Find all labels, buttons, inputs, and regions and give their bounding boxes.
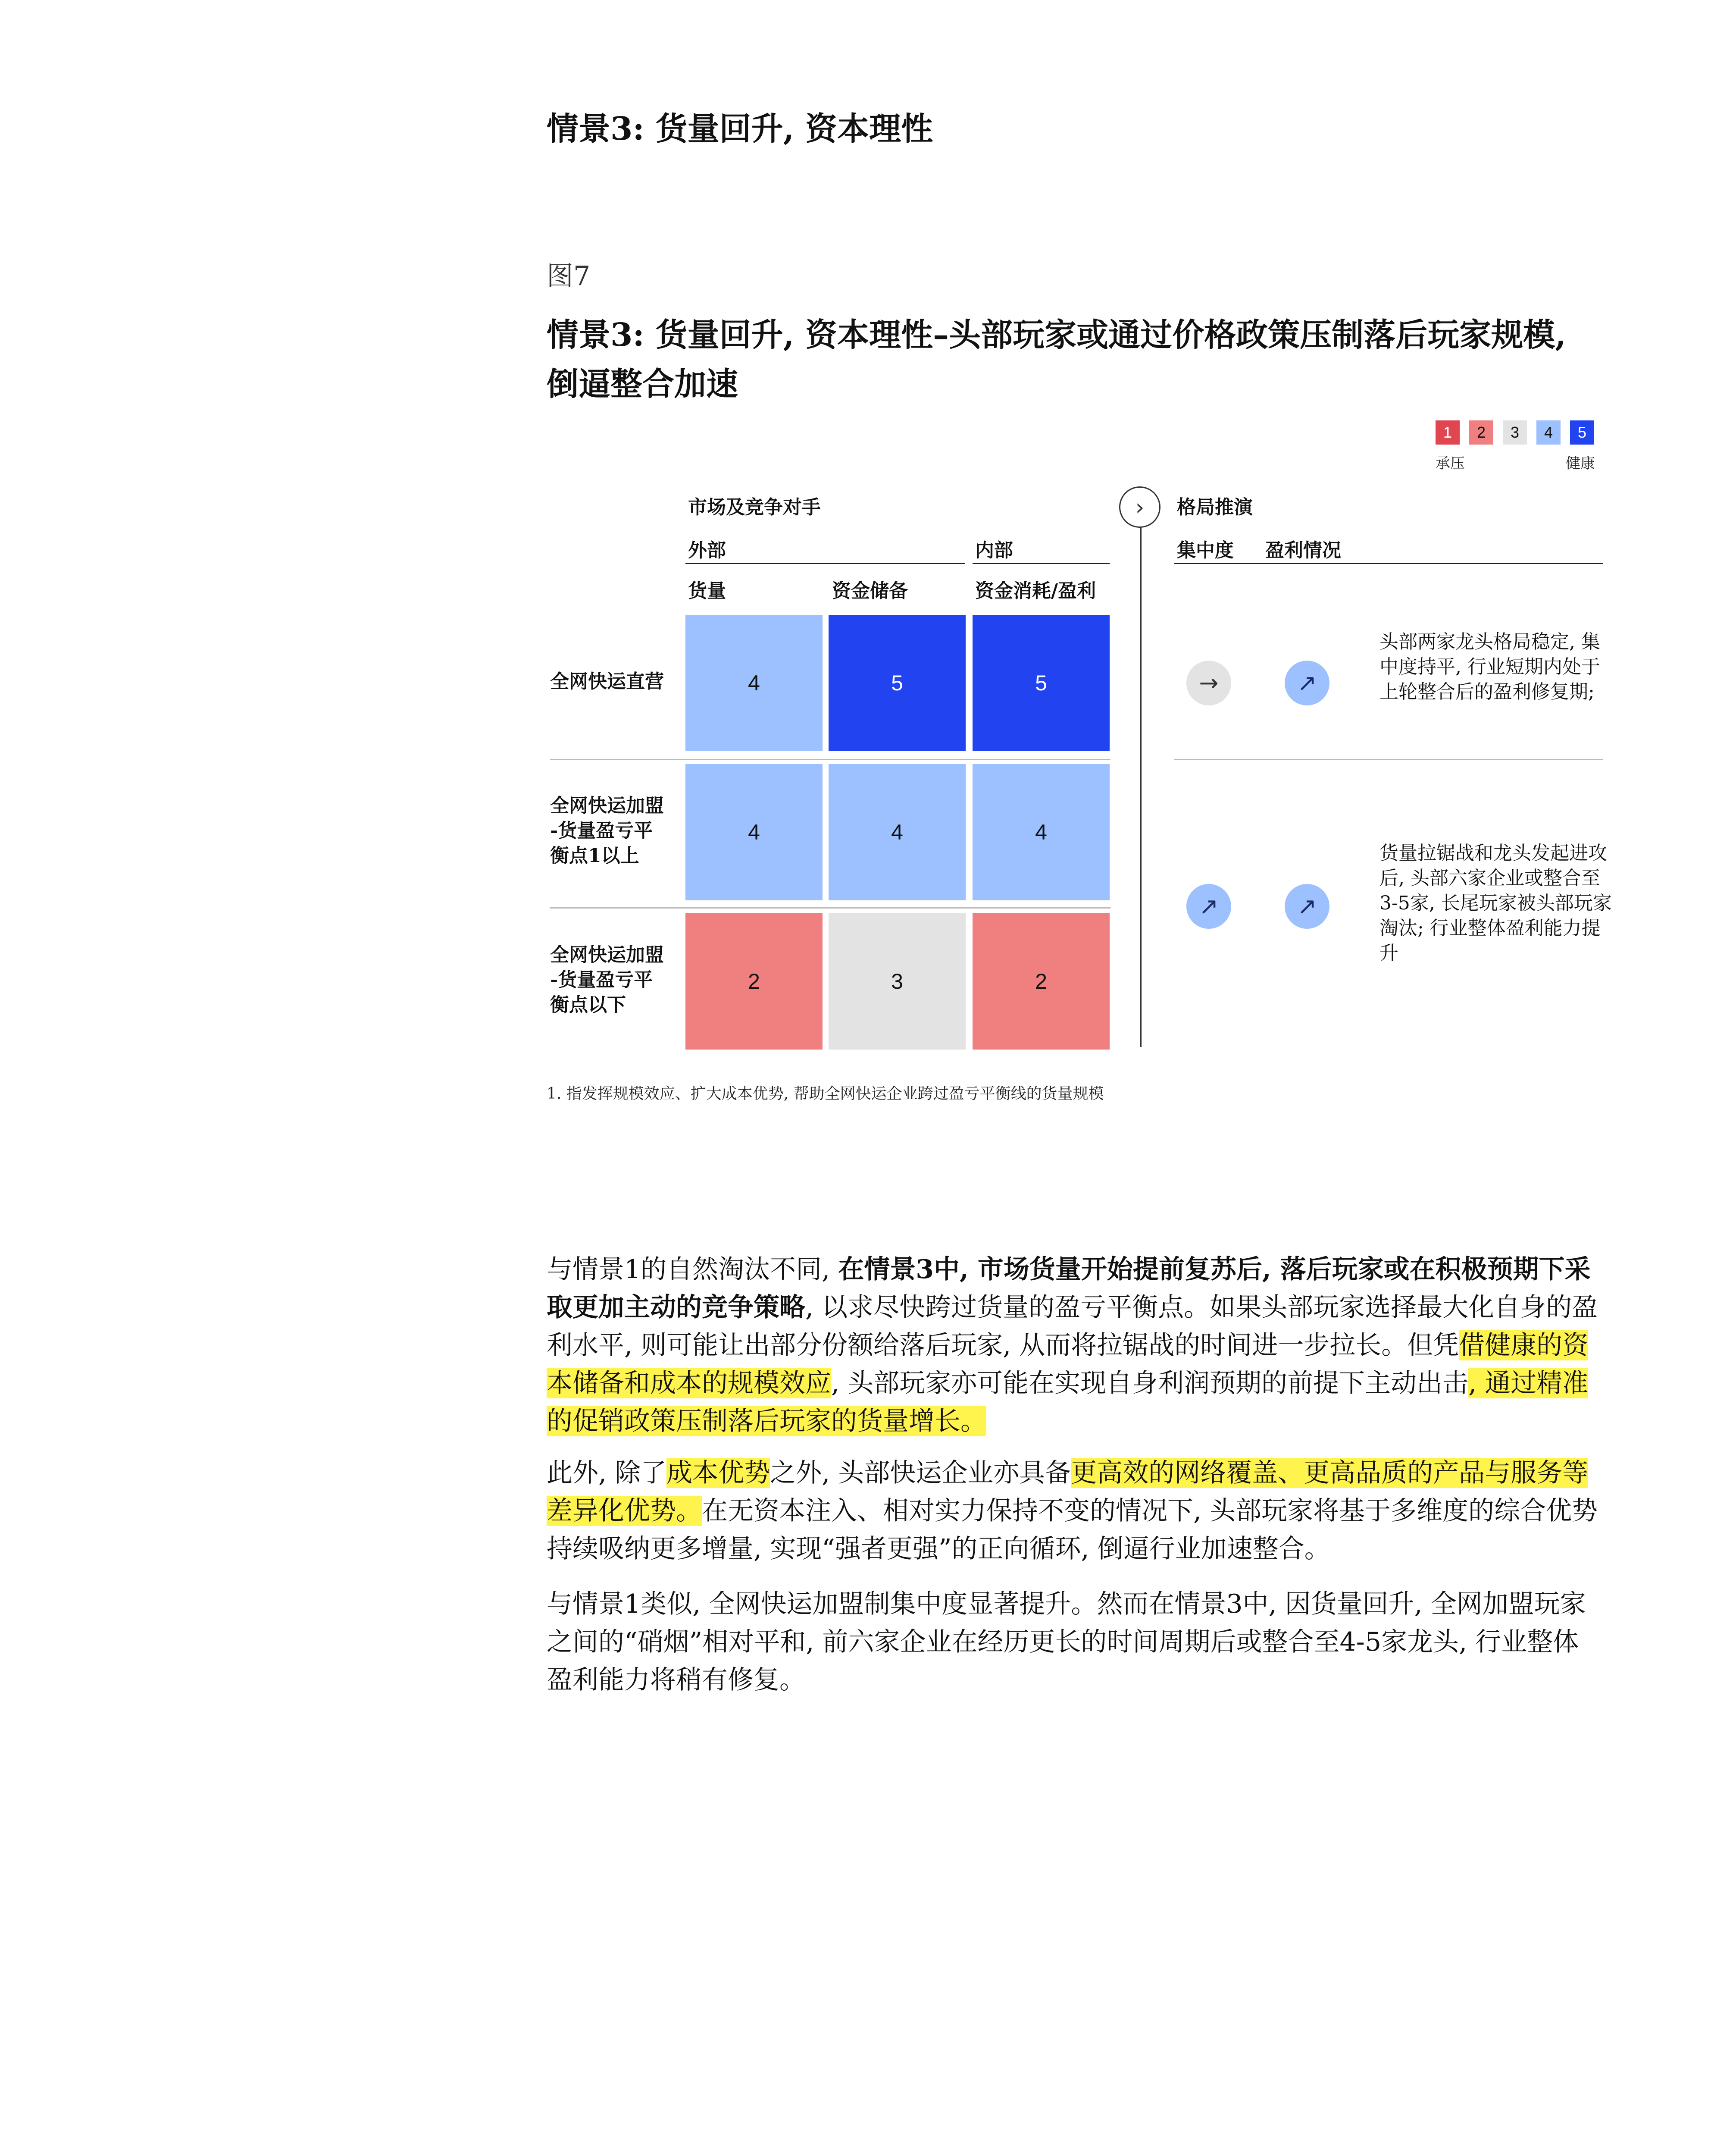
legend-item-3: 3 — [1503, 420, 1527, 445]
text-run: 与情景1的自然淘汰不同, — [547, 1254, 838, 1285]
arrow-up-right-icon: ↗ — [1285, 884, 1329, 929]
right-header-profit: 盈利情况 — [1265, 539, 1341, 561]
matrix-cell: 4 — [685, 764, 823, 900]
bold-run: 在情景3中, 市场货量开始提前复苏后, 落后玩家或在积极预期下采取更加主动的竞争策略 — [547, 1254, 1591, 1322]
right-group-title: 格局推演 — [1177, 496, 1253, 518]
highlighted-run: 更高效的网络覆盖、更高品质的产品与服务等差异化优势。 — [547, 1458, 1589, 1526]
right-rule — [1174, 563, 1603, 564]
paragraph-1 — [547, 1250, 1603, 1440]
legend-item-4: 4 — [1536, 420, 1561, 445]
text-run: 之外, 头部快运企业亦具备 — [770, 1458, 1071, 1488]
matrix-cell: 2 — [685, 913, 823, 1050]
row-description-franchise: 货量拉锯战和龙头发起进攻后, 头部六家企业或整合至3-5家, 长尾玩家被头部玩家淘汰; 行业整体盈利能力提升 — [1379, 842, 1612, 964]
row-label-line: -货量盈亏平 — [550, 820, 653, 842]
legend-item-5: 5 — [1570, 420, 1594, 445]
row-divider — [1174, 759, 1603, 760]
row-divider — [550, 907, 1110, 909]
row-label-line: 衡点以下 — [550, 994, 626, 1016]
row-label-direct: 全网快运直营 — [550, 671, 664, 693]
row-divider — [550, 759, 1110, 760]
matrix-cell: 3 — [829, 913, 966, 1050]
arrow-up-right-icon: ↗ — [1186, 884, 1231, 929]
text-run: , 以求尽快跨过货量的盈亏平衡点。如果头部玩家选择最大化自身的盈利水平, 则可能让出部分份额给落后玩家, 从而将拉锯战的时间进一步拉长。但凭 — [547, 1292, 1598, 1360]
section-divider — [1140, 510, 1142, 1047]
row-description-direct: 头部两家龙头格局稳定, 集中度持平, 行业短期内处于上轮整合后的盈利修复期; — [1379, 631, 1600, 703]
section-title: 情景3: 货量回升, 资本理性 — [547, 110, 933, 147]
legend-high-label: 健康 — [1566, 455, 1595, 472]
text-run: 此外, 除了 — [547, 1458, 667, 1488]
row-label-line: 衡点1以上 — [550, 845, 639, 867]
paragraph-3: 与情景1类似, 全网快运加盟制集中度显著提升。然而在情景3中, 因货量回升, 全网加盟玩家之间的“硝烟”相对平和, 前六家企业在经历更长的时间周期后或整合至4-5家龙头, 行业整体盈利能力将稍有修复。 — [547, 1589, 1586, 1695]
matrix-cell: 2 — [973, 913, 1110, 1050]
legend-low-label: 承压 — [1436, 455, 1465, 472]
figure-label: 图7 — [547, 260, 591, 291]
matrix-cell: 4 — [685, 615, 823, 751]
row-label-franchise-below — [550, 943, 684, 1018]
matrix-cell: 5 — [973, 615, 1110, 751]
row-label-line: 全网快运加盟 — [550, 795, 664, 817]
matrix-group-title: 市场及竞争对手 — [688, 496, 821, 518]
chevron-right-icon: › — [1119, 486, 1160, 528]
highlighted-run: 成本优势 — [666, 1458, 770, 1488]
row-label-line: 全网快运加盟 — [550, 944, 664, 966]
color-legend — [1436, 420, 1604, 472]
inner-rule — [973, 563, 1110, 564]
matrix-cell: 5 — [829, 615, 966, 751]
paragraph-2 — [547, 1454, 1603, 1568]
outer-rule — [685, 563, 965, 564]
column-header-capital-reserve: 资金储备 — [832, 580, 908, 602]
inner-label: 内部 — [975, 539, 1013, 561]
column-header-volume: 货量 — [688, 580, 726, 602]
arrow-right-icon: → — [1186, 661, 1231, 705]
legend-item-1: 1 — [1436, 420, 1460, 445]
figure-title: 情景3: 货量回升, 资本理性–头部玩家或通过价格政策压制落后玩家规模, 倒逼整合加速 — [547, 317, 1566, 403]
highlighted-run: 借健康的资本储备和成本的规模效应 — [547, 1330, 1589, 1398]
row-label-franchise-above — [550, 793, 684, 868]
highlighted-run: , 通过精准的促销政策压制落后玩家的货量增长。 — [547, 1368, 1589, 1436]
text-run: , 头部玩家亦可能在实现自身利润预期的前提下主动出击 — [831, 1368, 1469, 1398]
outer-label: 外部 — [688, 539, 726, 561]
legend-item-2: 2 — [1469, 420, 1493, 445]
row-label-line: -货量盈亏平 — [550, 969, 653, 991]
footnote: 1. 指发挥规模效应、扩大成本优势, 帮助全网快运企业跨过盈亏平衡线的货量规模 — [547, 1085, 1104, 1103]
matrix-cell: 4 — [829, 764, 966, 900]
column-header-capital-consumption: 资金消耗/盈利 — [975, 580, 1096, 602]
text-run: 在无资本注入、相对实力保持不变的情况下, 头部玩家将基于多维度的综合优势持续吸纳更多增量, 实现“强者更强”的正向循环, 倒逼行业加速整合。 — [547, 1496, 1598, 1564]
matrix-cell: 4 — [973, 764, 1110, 900]
arrow-up-right-icon: ↗ — [1285, 661, 1329, 705]
right-header-concentration: 集中度 — [1177, 539, 1234, 561]
